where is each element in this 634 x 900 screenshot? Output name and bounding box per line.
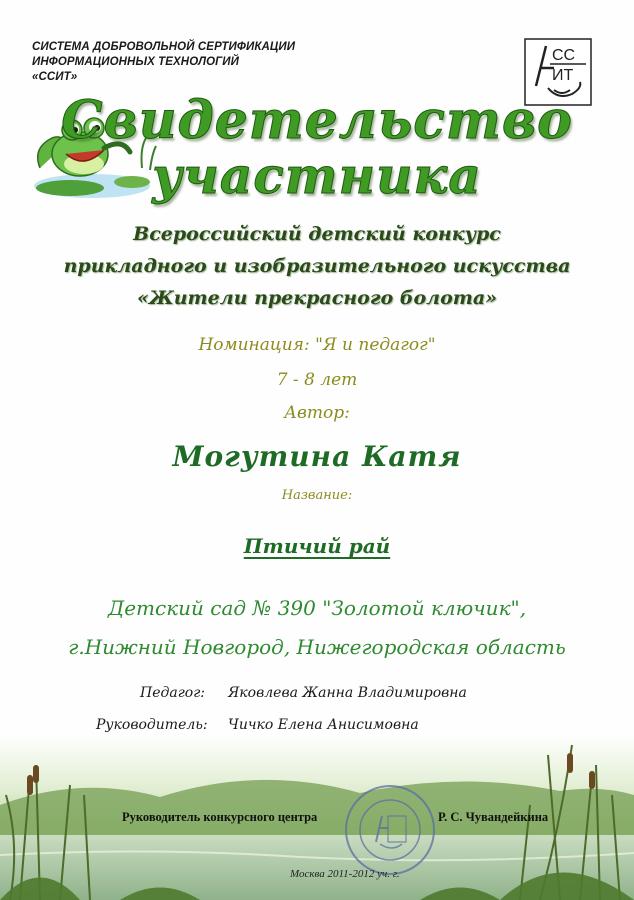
work-label: Название: (281, 488, 353, 503)
author-name: Могутина Катя (172, 440, 462, 473)
logo-text-bottom: ИТ (552, 67, 574, 84)
contest-line-2: прикладного и изобразительного искусства (63, 255, 571, 277)
institution-line-1: Детский сад № 390 "Золотой ключик", (107, 596, 527, 620)
org-line-1: СИСТЕМА ДОБРОВОЛЬНОЙ СЕРТИФИКАЦИИ (32, 41, 296, 53)
age-group: 7 - 8 лет (276, 370, 358, 390)
institution-line-2: г.Нижний Новгород, Нижегородская область (68, 635, 566, 659)
certificate-title-line-1: Свидетельство (61, 90, 573, 151)
signature-title: Руководитель конкурсного центра (122, 810, 318, 824)
logo-text-top: СС (552, 47, 576, 64)
head-name: Чичко Елена Анисимовна (228, 717, 419, 733)
signature-name: Р. С. Чувандейкина (438, 810, 549, 824)
organization-header (32, 40, 295, 85)
nomination: Номинация: "Я и педагог" (198, 335, 436, 355)
contest-line-1: Всероссийский детский конкурс (133, 223, 501, 245)
work-title-text: Птичий рай (243, 534, 391, 558)
round-stamp-icon (342, 782, 438, 878)
teacher-label: Педагог: (140, 685, 206, 701)
contest-line-3: «Жители прекрасного болота» (136, 287, 498, 309)
work-title (0, 534, 634, 558)
org-line-3: «ССИТ» (32, 71, 78, 83)
teacher-name: Яковлева Жанна Владимировна (228, 685, 467, 701)
org-line-2: ИНФОРМАЦИОННЫХ ТЕХНОЛОГИЙ (32, 56, 240, 68)
certificate-title-line-2: участника (152, 146, 482, 205)
city-and-year: Москва 2011-2012 уч. г. (290, 868, 400, 880)
head-label: Руководитель: (96, 717, 208, 733)
author-label: Автор: (284, 403, 350, 423)
